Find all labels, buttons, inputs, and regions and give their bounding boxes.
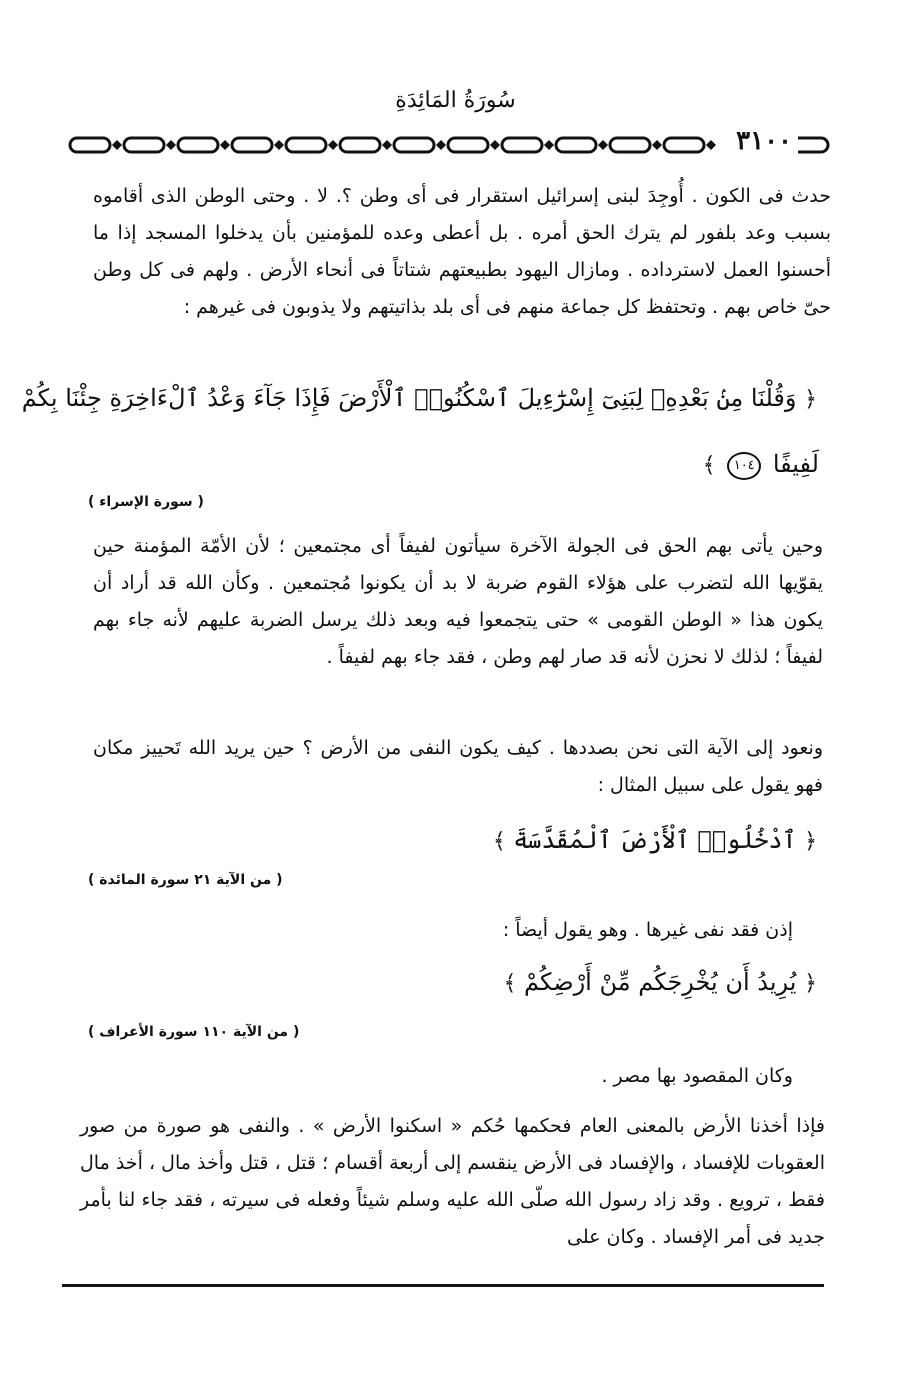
chain-link [178,138,218,152]
verse-close-bracket: ﴾ [702,453,716,478]
verse-3-reference: ( من الآية ١١٠ سورة الأعراف ) [88,1024,300,1040]
paragraph-6: فإذا أخذنا الأرض بالمعنى العام فحكمها حُكم « اسكنوا الأرض » . والنفى هو صورة من صور العقوبات للإفساد ، والإفساد فى الأرض ينقسم إلى أربعة أقسام ؛ قتل ، قتل وأخذ مال ، أخذ مال فقط ، ترويع . وقد زاد رسول الله صلّى الله عليه وسلم شيئاً وفعله فى سيرته ، فقد جاء لنا بأمر جديد فى أمر الإفساد . وكان على [80,1115,825,1248]
verse-2-text: ٱدْخُلُوا۟ ٱلْأَرْضَ ٱلْمُقَدَّسَةَ [513,826,797,854]
verse-1-line-2 [703,450,819,480]
chain-diamond [382,140,392,150]
chain-link [286,138,326,152]
paragraph-5: وكان المقصود بها مصر . [601,1065,793,1087]
paragraph-3: ونعود إلى الآية التى نحن بصددها . كيف يكون النفى من الأرض ؟ حين يريد الله تَحييز مكان فهو يقول على سبيل المثال : [93,737,823,796]
verse-1-text-end: لَفِيفًا [772,450,819,478]
chain-diamond [112,140,122,150]
verse-1-text: وَقُلْنَا مِنۢ بَعْدِهِۦ لِبَنِىٓ إِسْرَٰٓءِيلَ ٱسْكُنُوا۟ ٱلْأَرْضَ فَإِذَا جَآءَ وَعْدُ ٱلْءَاخِرَةِ جِئْنَا بِكُمْ [21,384,797,412]
paragraph-1: حدث فى الكون . أُوجِدَ لبنى إسرائيل استقرار فى أى وطن ؟. لا . وحتى الوطن الذى أقاموه بسبب وعد بلفور لم يترك الحق أمره . بل أعطى وعده للمؤمنين بأن يدخلوا المسجد إذا ما أحسنوا العمل لاسترداده . ومازال اليهود بطبيعتهم شتاتاً فى أنحاء الأرض . ولهم فى كل وطن حىّ خاص بهم . وتحتفظ كل جماعة منهم فى أى بلد بذاتيتهم ولا يذوبون فى غيرهم : [93,185,831,318]
verse-3 [503,968,817,996]
chain-diamond [706,140,716,150]
chain-link [232,138,272,152]
page-number: ٣١٠٠ [730,126,798,156]
verse-2 [493,826,817,854]
paragraph-4: إذن فقد نفى غيرها . وهو يقول أيضاً : [502,919,793,941]
chain-diamond [598,140,608,150]
verse-1-reference: ( سورة الإسراء ) [88,494,204,510]
verse-3-text: يُرِيدُ أَن يُخْرِجَكُم مِّنْ أَرْضِكُمْ [523,968,797,996]
verse-open-bracket: ﴿ [804,829,817,854]
surah-title: سُورَةُ المَائِدَةِ [395,88,516,113]
chain-diamond [328,140,338,150]
chain-ornament [66,130,836,160]
chain-link [610,138,650,152]
verse-close-bracket: ﴾ [503,971,517,996]
chain-link [70,138,110,152]
paragraph-2: وحين يأتى بهم الحق فى الجولة الآخرة سيأتون لفيفاً أى مجتمعين ؛ لأن الأمّة المؤمنة حين يقوّيها الله لتضرب على هؤلاء القوم ضربة لا بد أن يكونوا مُجتمعين . وكأن الله قد أراد أن يكون هذا « الوطن القومى » حتى يتجمعوا فيه وبعد ذلك يرسل الضربة عليهم لأنه جاء بهم لفيفاً ؛ لذلك لا نحزن لأنه قد صار لهم وطن ، فقد جاء بهم لفيفاً . [93,535,823,668]
chain-link [340,138,380,152]
chain-link [394,138,434,152]
chain-link [124,138,164,152]
chain-diamond [220,140,230,150]
chain-diamond [436,140,446,150]
chain-link [556,138,596,152]
verse-open-bracket: ﴿ [804,971,817,996]
chain-link [448,138,488,152]
chain-diamond [274,140,284,150]
chain-diamond [544,140,554,150]
verse-open-bracket: ﴿ [804,387,817,412]
bottom-rule [62,1284,824,1287]
verse-1-line-1 [22,384,817,412]
chain-diamond [490,140,500,150]
verse-close-bracket: ﴾ [492,829,506,854]
ayah-number-badge: ١٠٤ [727,452,761,480]
chain-link [664,138,704,152]
chain-diamond [652,140,662,150]
verse-2-reference: ( من الآية ٢١ سورة المائدة ) [88,872,283,888]
ornamental-border [66,126,836,160]
chain-diamond [166,140,176,150]
chain-link [502,138,542,152]
